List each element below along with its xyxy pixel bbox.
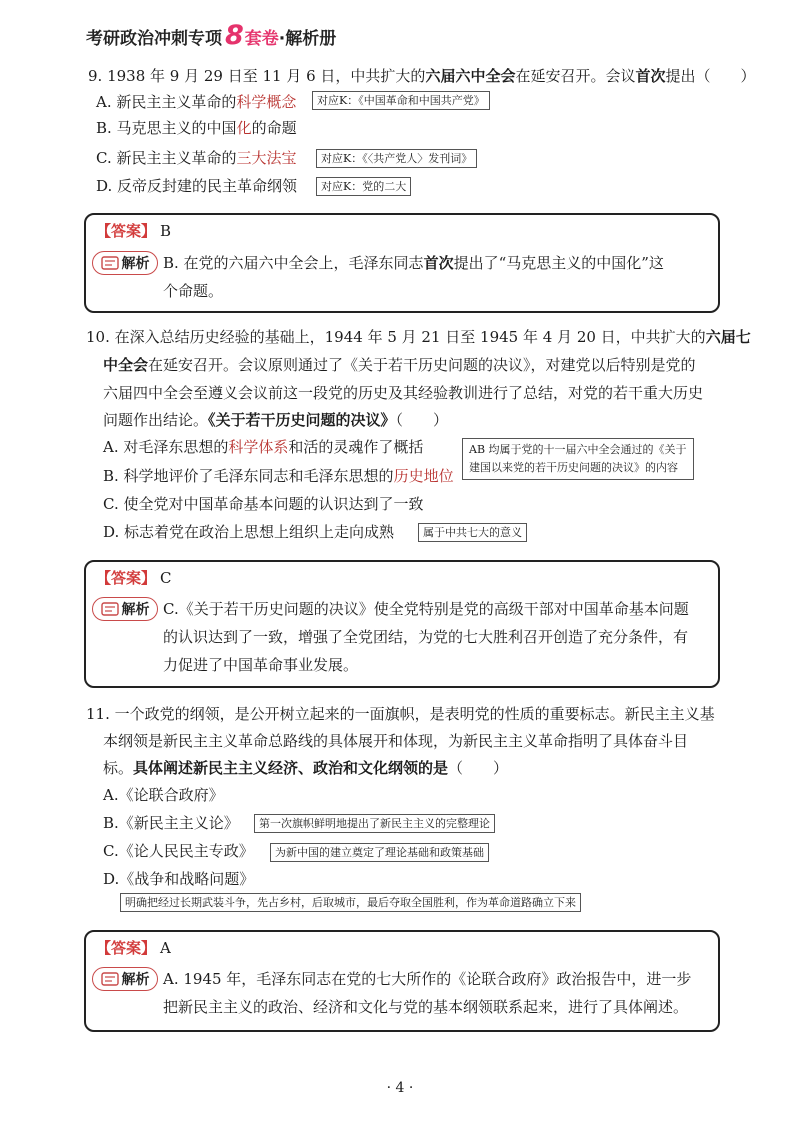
q9-stem-paren: 提出（ ） bbox=[665, 67, 756, 85]
stem-bold: 《关于若干历史问题的决议》 bbox=[208, 411, 396, 429]
header-subtitle: ·解析册 bbox=[278, 29, 337, 49]
exp-text: B. 在党的六届六中全会上，毛泽东同志 bbox=[163, 254, 424, 272]
exp-text: 提出了“马克思主义的中国化”这 bbox=[453, 254, 664, 272]
q10-note-ab bbox=[462, 438, 694, 480]
q11-note-d: 明确把经过长期武装斗争，先占乡村，后取城市，最后夺取全国胜利，作为革命道路确立下来 bbox=[120, 893, 581, 912]
stem-text: 10. 在深入总结历史经验的基础上，1944 年 5 月 21 日至 1945 年 4 月 20 日，中共扩大的 bbox=[86, 328, 706, 346]
q11-option-b: B.《新民主主义论》 bbox=[103, 814, 239, 832]
q10-analysis-badge bbox=[92, 597, 158, 621]
stem-bold: 六届七 bbox=[705, 328, 751, 346]
q9-stem-bold: 首次 bbox=[635, 67, 666, 85]
q10-note-d: 属于中共七大的意义 bbox=[418, 523, 527, 542]
q11-note-b: 第一次旗帜鲜明地提出了新民主主义的完整理论 bbox=[254, 814, 495, 833]
option-highlight: 化 bbox=[236, 119, 252, 137]
stem-text: 在延安召开。会议原则通过了《关于若干历史问题的决议》，对建党以后特别是党的 bbox=[148, 356, 696, 374]
option-text: B. 马克思主义的中国 bbox=[96, 119, 237, 137]
analysis-label: 解析 bbox=[121, 602, 150, 618]
note-line: AB 均属于党的十一届六中全会通过的《关于 bbox=[469, 443, 687, 456]
q10-option-d: D. 标志着党在政治上思想上组织上走向成熟 bbox=[103, 523, 395, 541]
q11-answer-value: A bbox=[160, 939, 171, 957]
page-number: · 4 · bbox=[386, 1080, 414, 1096]
stem-text: 标。 bbox=[103, 759, 134, 777]
q11-option-c: C.《论人民民主专政》 bbox=[103, 842, 254, 860]
exp-bold: 首次 bbox=[423, 254, 454, 272]
q11-option-a: A.《论联合政府》 bbox=[103, 786, 224, 804]
option-text: 和活的灵魂作了概括 bbox=[288, 438, 424, 456]
option-highlight: 科学概念 bbox=[236, 93, 297, 111]
q9-note-c: 对应K：《〈共产党人〉发刊词》 bbox=[316, 149, 477, 168]
option-text: A. 对毛泽东思想的 bbox=[103, 438, 229, 456]
q9-explanation-line-2: 个命题。 bbox=[163, 282, 224, 300]
stem-text: 问题作出结论。 bbox=[103, 411, 209, 429]
q9-note-a: 对应K：《中国革命和中国共产党》 bbox=[312, 91, 490, 110]
q9-answer-tag: 【答案】 bbox=[96, 222, 157, 240]
q11-stem-line-3 bbox=[103, 758, 508, 778]
q11-explanation-line-2: 把新民主主义的政治、经济和文化与党的基本纲领联系起来，进行了具体阐述。 bbox=[163, 998, 689, 1016]
stem-paren: （ ） bbox=[395, 411, 449, 429]
q10-stem-line-4 bbox=[103, 410, 448, 430]
header-number: 8 bbox=[225, 20, 244, 51]
q9-answer-value: B bbox=[160, 222, 172, 240]
q11-answer-tag: 【答案】 bbox=[96, 939, 157, 957]
q11-option-d: D.《战争和战略问题》 bbox=[103, 870, 255, 888]
option-highlight: 科学体系 bbox=[228, 438, 289, 456]
q10-explanation-line-2: 的认识达到了一致，增强了全党团结，为党的七大胜利召开创造了充分条件，有 bbox=[163, 628, 689, 646]
option-text: A. 新民主主义革命的 bbox=[96, 93, 237, 111]
q10-answer-value: C bbox=[160, 569, 172, 587]
q10-stem-line-2 bbox=[103, 355, 696, 375]
notebook-icon bbox=[101, 972, 119, 986]
q11-stem-line-1: 11. 一个政党的纲领，是公开树立起来的一面旗帜，是表明党的性质的重要标志。新民主主义基 bbox=[86, 705, 715, 723]
header-set: 套卷 bbox=[244, 29, 279, 49]
q10-explanation-line-3: 力促进了中国革命事业发展。 bbox=[163, 656, 359, 674]
q9-option-d: D. 反帝反封建的民主革命纲领 bbox=[96, 177, 298, 195]
q11-analysis-badge bbox=[92, 967, 158, 991]
stem-bold: 具体阐述新民主主义经济、政治和文化纲领的是 bbox=[133, 759, 449, 777]
analysis-label: 解析 bbox=[121, 972, 150, 988]
q11-note-c: 为新中国的建立奠定了理论基础和政策基础 bbox=[270, 843, 489, 862]
q9-stem-text: 9. 1938 年 9 月 29 日至 11 月 6 日，中共扩大的 bbox=[88, 67, 426, 85]
q10-stem-line-3: 六届四中全会至遵义会议前这一段党的历史及其经验教训进行了总结，对党的若干重大历史 bbox=[103, 384, 704, 402]
option-highlight: 历史地位 bbox=[393, 467, 454, 485]
notebook-icon bbox=[101, 602, 119, 616]
q10-answer-tag: 【答案】 bbox=[96, 569, 157, 587]
q9-analysis-badge bbox=[92, 251, 158, 275]
option-text: C. 新民主主义革命的 bbox=[96, 149, 237, 167]
stem-paren: （ ） bbox=[448, 759, 509, 777]
page-header bbox=[86, 20, 336, 50]
q9-option-b bbox=[96, 118, 297, 138]
stem-bold: 中全会 bbox=[103, 356, 149, 374]
q9-note-d: 对应K：党的二大 bbox=[316, 177, 411, 196]
q10-option-c: C. 使全党对中国革命基本问题的认识达到了一致 bbox=[103, 495, 424, 513]
q9-option-c bbox=[96, 148, 297, 168]
q11-explanation-line-1: A. 1945 年，毛泽东同志在党的七大所作的《论联合政府》政治报告中，进一步 bbox=[163, 970, 692, 988]
q10-option-b bbox=[103, 466, 454, 486]
q9-explanation-line-1 bbox=[163, 253, 664, 273]
analysis-label: 解析 bbox=[121, 256, 150, 272]
q9-option-a bbox=[96, 92, 296, 112]
q9-stem-text: 在延安召开。会议 bbox=[515, 67, 636, 85]
q9-stem-bold: 六届六中全会 bbox=[425, 67, 516, 85]
option-text: 的命题 bbox=[251, 119, 297, 137]
header-series: 考研政治冲刺专项 bbox=[86, 29, 222, 49]
notebook-icon bbox=[101, 256, 119, 270]
q10-explanation-line-1: C.《关于若干历史问题的决议》使全党特别是党的高级干部对中国革命基本问题 bbox=[163, 600, 689, 618]
q10-stem-line-1 bbox=[86, 327, 751, 347]
option-text: B. 科学地评价了毛泽东同志和毛泽东思想的 bbox=[103, 467, 394, 485]
q10-option-a bbox=[103, 437, 423, 457]
q9-stem bbox=[88, 66, 756, 86]
option-highlight: 三大法宝 bbox=[236, 149, 297, 167]
note-line: 建国以来党的若干历史问题的决议》的内容 bbox=[469, 461, 678, 474]
q11-stem-line-2: 本纲领是新民主主义革命总路线的具体展开和体现，为新民主主义革命指明了具体奋斗目 bbox=[103, 732, 689, 750]
